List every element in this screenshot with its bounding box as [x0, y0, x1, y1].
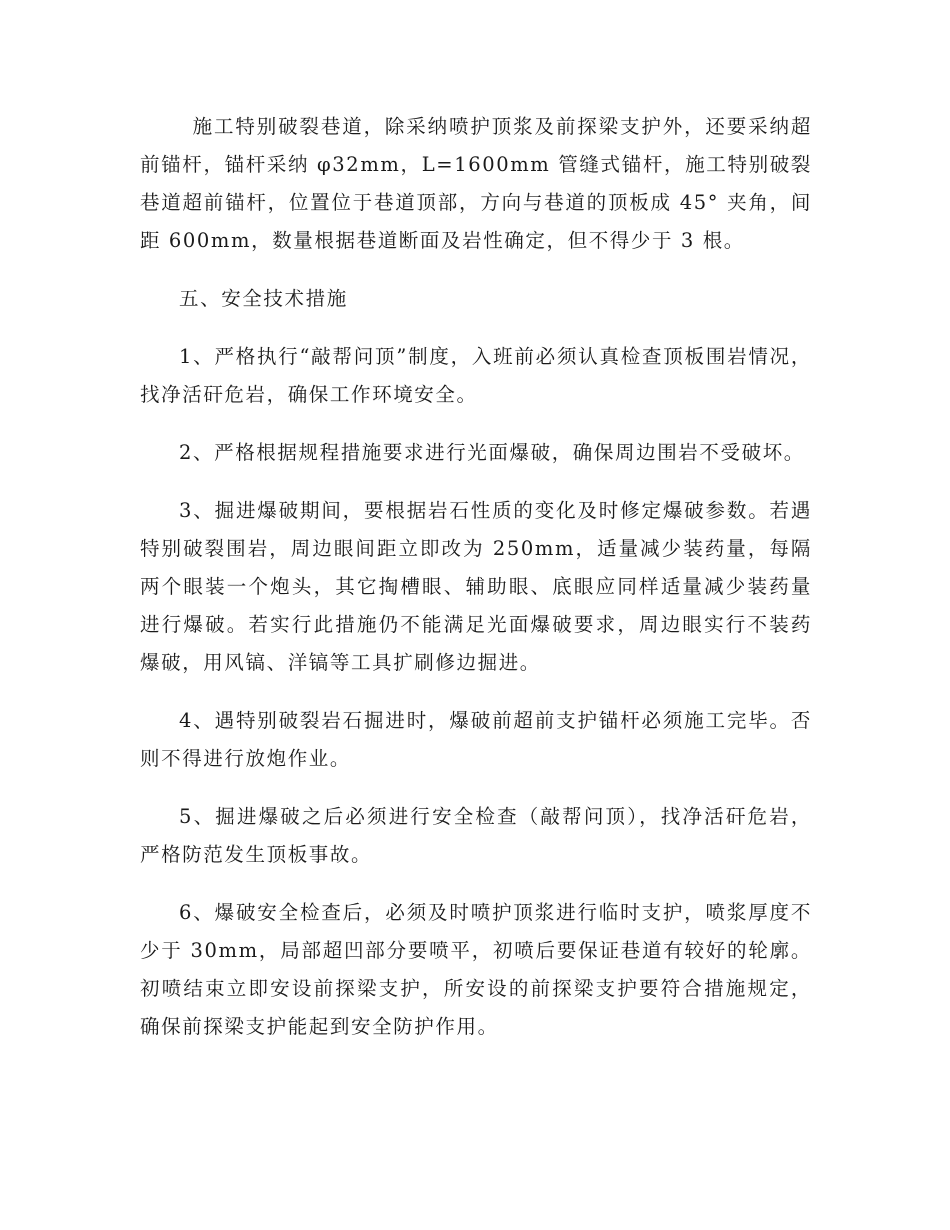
paragraph-advance-bolting: 施工特别破裂巷道，除采纳喷护顶浆及前探梁支护外，还要采纳超前锚杆，锚杆采纳 φ32mm，L=1600mm 管缝式锚杆，施工特别破裂巷道超前锚杆，位置位于巷道顶部，方向与巷道的顶板成 45° 夹角，间距 600mm，数量根据巷道断面及岩性确定，但不得少于 3 根。 — [140, 115, 812, 252]
paragraph-measure-6: 6、爆破安全检查后，必须及时喷护顶浆进行临时支护，喷浆厚度不少于 30mm，局部超凹部分要喷平，初喷后要保证巷道有较好的轮廓。初喷结束立即安设前探梁支护，所安设的前探梁支护要符合措施规定，确保前探梁支护能起到安全防护作用。 — [140, 901, 812, 1038]
document-page — [140, 108, 812, 1046]
paragraph-measure-1: 1、严格执行“敲帮问顶”制度，入班前必须认真检查顶板围岩情况，找净活矸危岩，确保工作环境安全。 — [140, 345, 812, 406]
paragraph-measure-3: 3、掘进爆破期间，要根据岩石性质的变化及时修定爆破参数。若遇特别破裂围岩，周边眼间距立即改为 250mm，适量减少装药量，每隔两个眼装一个炮头，其它掏槽眼、辅助眼、底眼应同样适量减少装药量进行爆破。若实行此措施仍不能满足光面爆破要求，周边眼实行不装药爆破，用风镐、洋镐等工具扩刷修边掘进。 — [140, 499, 812, 674]
paragraph-measure-4: 4、遇特别破裂岩石掘进时，爆破前超前支护锚杆必须施工完毕。否则不得进行放炮作业。 — [140, 709, 812, 770]
section-heading-safety-measures: 五、安全技术措施 — [179, 287, 348, 310]
paragraph-measure-5: 5、掘进爆破之后必须进行安全检查（敲帮问顶），找净活矸危岩，严格防范发生顶板事故。 — [140, 805, 812, 866]
paragraph-measure-2: 2、严格根据规程措施要求进行光面爆破，确保周边围岩不受破坏。 — [179, 441, 805, 464]
